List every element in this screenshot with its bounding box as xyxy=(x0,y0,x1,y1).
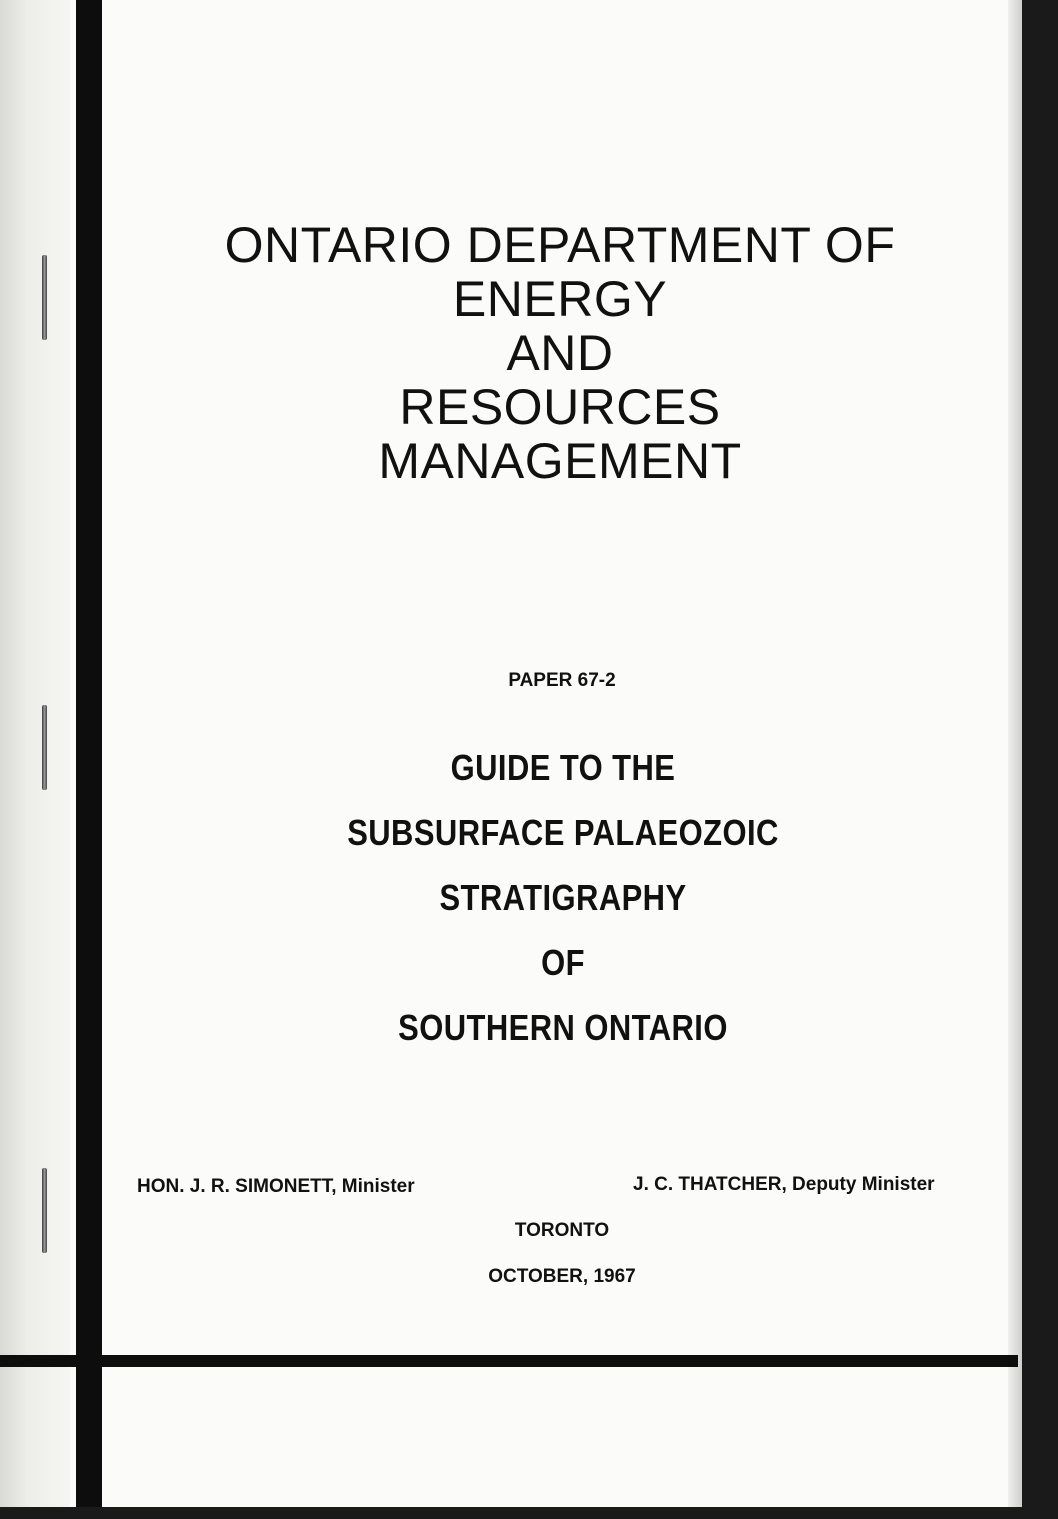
department-line: ONTARIO DEPARTMENT OF xyxy=(224,217,896,273)
title-line: OF xyxy=(541,942,585,983)
deputy-minister-credit: J. C. THATCHER, Deputy Minister xyxy=(633,1174,935,1195)
page-edge-shadow xyxy=(1008,0,1022,1507)
title-line: SUBSURFACE PALAEOZOIC xyxy=(347,812,779,853)
department-line: MANAGEMENT xyxy=(378,433,742,489)
publication-date: OCTOBER, 1967 xyxy=(488,1266,636,1287)
department-heading xyxy=(120,218,1000,488)
department-line: AND xyxy=(506,325,614,381)
staple xyxy=(42,255,47,340)
paper-number: PAPER 67-2 xyxy=(508,670,616,691)
title-line: SOUTHERN ONTARIO xyxy=(398,1007,728,1048)
vertical-rule xyxy=(76,0,102,1507)
spine-edge xyxy=(0,0,70,1507)
staple xyxy=(42,705,47,790)
minister-credit: HON. J. R. SIMONETT, Minister xyxy=(137,1176,415,1197)
horizontal-rule xyxy=(0,1355,1018,1367)
staple xyxy=(42,1168,47,1253)
department-line: ENERGY xyxy=(452,271,668,327)
title-line: GUIDE TO THE xyxy=(450,747,676,788)
department-line: RESOURCES xyxy=(399,379,721,435)
title-line: STRATIGRAPHY xyxy=(439,877,687,918)
document-title xyxy=(200,745,926,1070)
publication-city: TORONTO xyxy=(514,1220,610,1241)
